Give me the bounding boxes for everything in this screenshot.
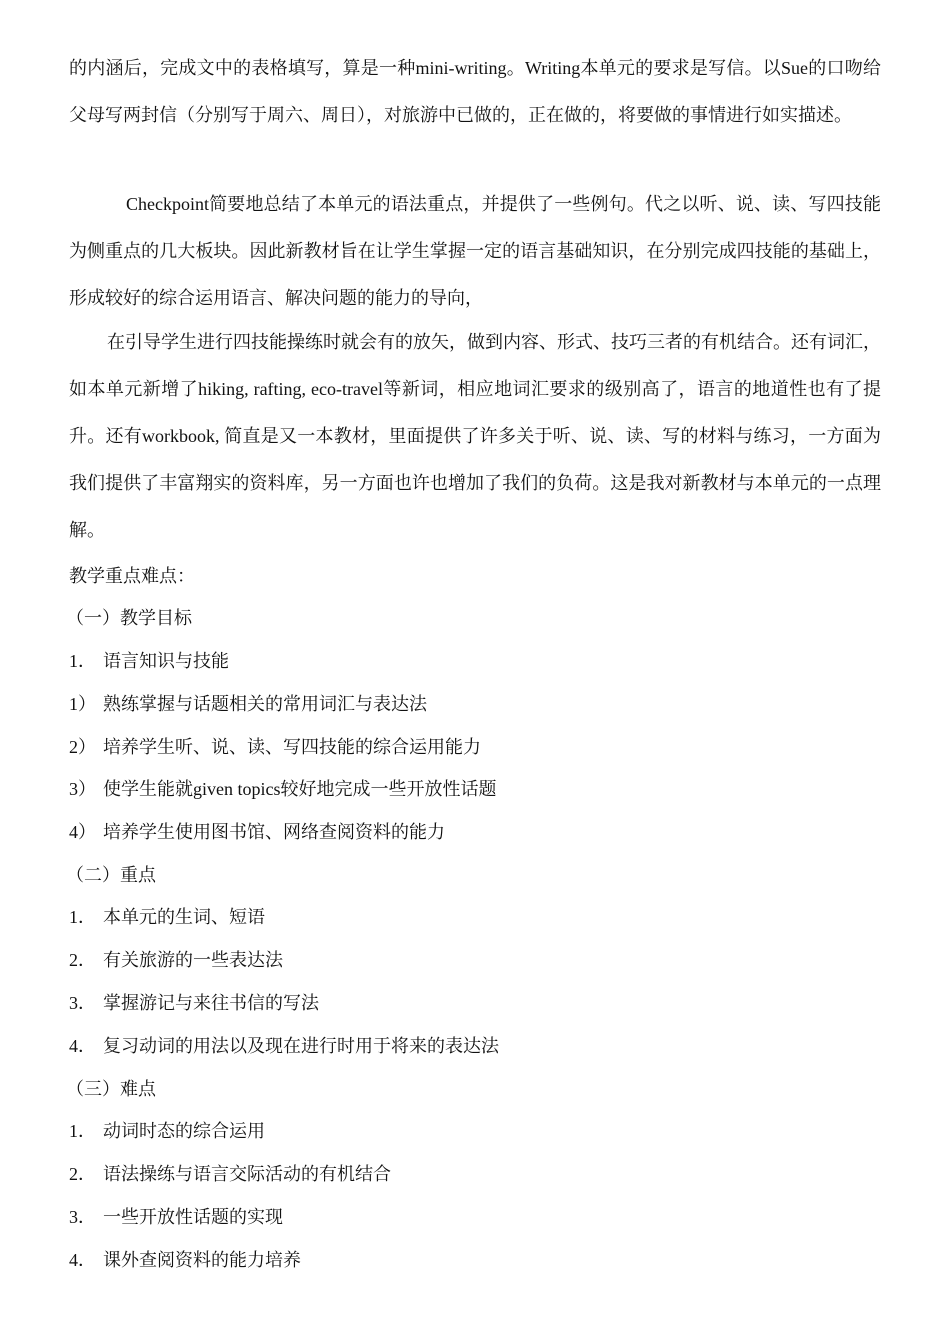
list-item-text: 本单元的生词、短语 bbox=[103, 907, 265, 927]
list-item-text: 掌握游记与来往书信的写法 bbox=[103, 993, 319, 1013]
paragraph-checkpoint: Checkpoint简要地总结了本单元的语法重点，并提供了一些例句。代之以听、说、读、写四技能为侧重点的几大板块。因此新教材旨在让学生掌握一定的语言基础知识，在分别完成四技能的基础上，形成较好的综合运用语言、解决问题的能力的导向， bbox=[69, 194, 881, 308]
list-item bbox=[69, 991, 319, 1015]
list-item-number: 2． bbox=[69, 1164, 96, 1184]
list-item bbox=[69, 948, 283, 972]
list-item bbox=[69, 1034, 499, 1058]
list-item bbox=[69, 777, 497, 801]
list-item-text: 复习动词的用法以及现在进行时用于将来的表达法 bbox=[103, 1036, 499, 1056]
list-item-number: 3． bbox=[69, 993, 96, 1013]
section-title-teaching-goals: （一）教学目标 bbox=[66, 608, 192, 628]
list-item-number: 4） bbox=[69, 822, 96, 842]
list-item-text: 培养学生使用图书馆、网络查阅资料的能力 bbox=[103, 822, 445, 842]
list-item-number: 2． bbox=[69, 950, 96, 970]
list-item-text: 课外查阅资料的能力培养 bbox=[103, 1250, 301, 1270]
list-item bbox=[69, 692, 427, 716]
list-item-text: 动词时态的综合运用 bbox=[103, 1121, 265, 1141]
list-item-text: 语法操练与语言交际活动的有机结合 bbox=[103, 1164, 391, 1184]
list-item-text: 使学生能就given topics较好地完成一些开放性话题 bbox=[103, 779, 497, 799]
list-item bbox=[69, 649, 229, 673]
list-item bbox=[69, 735, 481, 759]
list-item-text: 一些开放性话题的实现 bbox=[103, 1207, 283, 1227]
paragraph-writing-intro: 的内涵后，完成文中的表格填写，算是一种mini-writing。Writing本单元的要求是写信。以Sue的口吻给父母写两封信（分别写于周六、周日），对旅游中已做的，正在做的，将要做的事情进行如实描述。 bbox=[69, 58, 881, 125]
list-item bbox=[69, 905, 265, 929]
list-item bbox=[69, 820, 445, 844]
list-item-text: 有关旅游的一些表达法 bbox=[103, 950, 283, 970]
list-item-number: 1） bbox=[69, 694, 96, 714]
list-item bbox=[69, 1119, 265, 1143]
section-heading-key-points: 教学重点难点： bbox=[69, 566, 195, 586]
list-item-number: 1． bbox=[69, 907, 96, 927]
list-item-number: 3． bbox=[69, 1207, 96, 1227]
list-item bbox=[69, 1162, 391, 1186]
list-item bbox=[69, 1205, 283, 1229]
section-title-difficulties: （三）难点 bbox=[66, 1079, 156, 1099]
list-item-number: 3） bbox=[69, 779, 96, 799]
paragraph-vocabulary: 在引导学生进行四技能操练时就会有的放矢，做到内容、形式、技巧三者的有机结合。还有词汇，如本单元新增了hiking, rafting, eco-travel等新词，相应地词汇要求的级别高了，语言的地道性也有了提升。还有workbook, 简直是又一本教材，里面提供了许多关于听、说、读、写的材料与练习，一方面为我们提供了丰富翔实的资料库，另一方面也许也增加了我们的负荷。这是我对新教材与本单元的一点理解。 bbox=[69, 332, 881, 540]
list-item-text: 熟练掌握与话题相关的常用词汇与表达法 bbox=[103, 694, 427, 714]
list-item-number: 4． bbox=[69, 1036, 96, 1056]
list-item-number: 1． bbox=[69, 651, 96, 671]
list-item-number: 1． bbox=[69, 1121, 96, 1141]
list-item bbox=[69, 1248, 301, 1272]
list-item-text: 语言知识与技能 bbox=[103, 651, 229, 671]
section-title-key-points: （二）重点 bbox=[66, 865, 156, 885]
list-item-number: 4． bbox=[69, 1250, 96, 1270]
list-item-text: 培养学生听、说、读、写四技能的综合运用能力 bbox=[103, 737, 481, 757]
list-item-number: 2） bbox=[69, 737, 96, 757]
